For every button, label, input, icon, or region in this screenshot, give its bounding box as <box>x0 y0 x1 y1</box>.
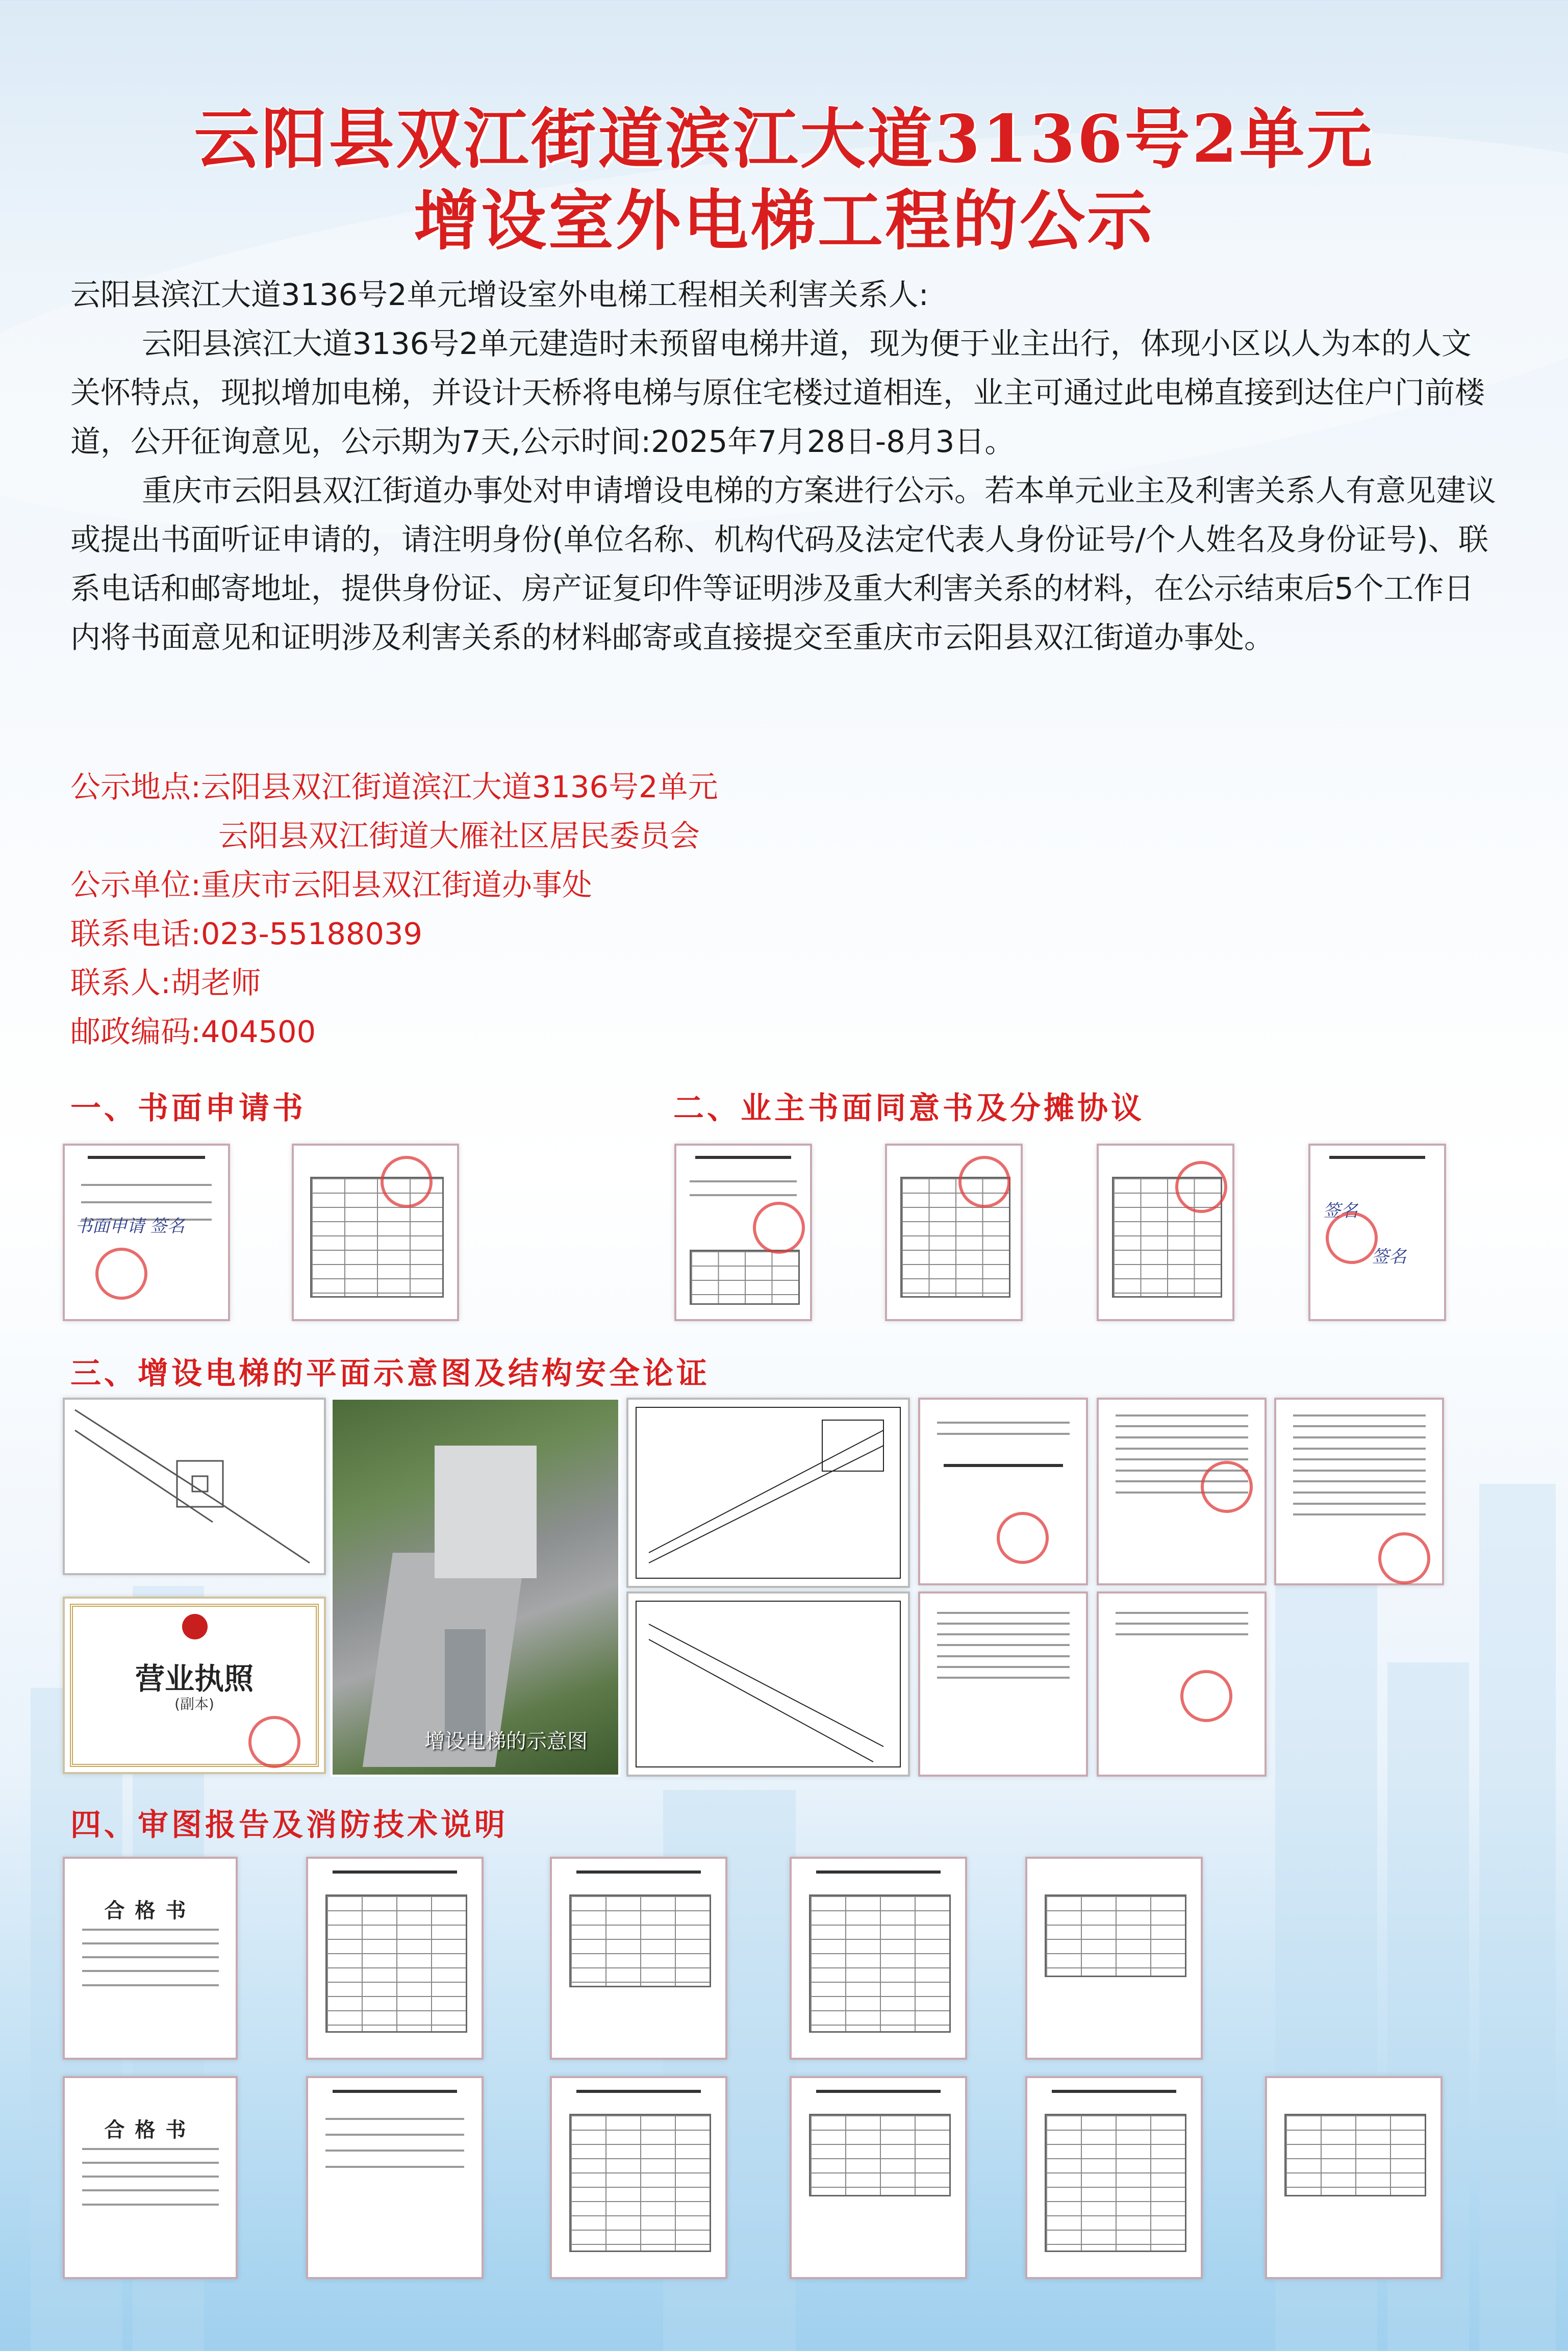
emblem-icon <box>182 1614 208 1639</box>
photo-illustration <box>333 1400 618 1775</box>
review-report-4 <box>1025 1857 1203 2060</box>
section-2-title: 二、业主书面同意书及分摊协议 <box>673 1091 1145 1126</box>
review-report-1 <box>306 1857 484 2060</box>
review-report-2 <box>550 1857 727 2060</box>
license-title: 营业执照 <box>135 1661 254 1696</box>
fire-tech-description-3 <box>790 2076 967 2279</box>
review-report-3 <box>790 1857 967 2060</box>
safety-report-page-3 <box>918 1591 1088 1777</box>
location-2: 云阳县双江街道大雁社区居民委员会 <box>218 818 700 853</box>
safety-report-page-2 <box>1274 1398 1444 1585</box>
certificate-title-2: 合格书 <box>104 2118 196 2142</box>
consent-document-2 <box>885 1144 1023 1321</box>
safety-report-page-1 <box>1097 1398 1267 1585</box>
certificate-title-1: 合格书 <box>104 1899 196 1923</box>
safety-report-page-4 <box>1097 1591 1267 1777</box>
photo-caption: 增设电梯的示意图 <box>424 1730 588 1753</box>
safety-report-cover <box>918 1398 1088 1585</box>
application-document-2 <box>292 1144 459 1321</box>
location-line-1 <box>70 763 718 812</box>
contact-info <box>70 763 718 1056</box>
business-license <box>63 1597 326 1774</box>
postal-code: 邮政编码:404500 <box>70 1014 316 1049</box>
fire-tech-description-4 <box>1025 2076 1203 2279</box>
license-subtitle: (副本) <box>174 1696 214 1712</box>
application-document-1: 书面申请 签名 <box>63 1144 230 1321</box>
consent-document-4: 签名 签名 <box>1308 1144 1446 1321</box>
site-plan-svg <box>65 1400 324 1573</box>
page-title-line1: 云阳县双江街道滨江大道3136号2单元 <box>194 101 1374 178</box>
consent-document-3 <box>1097 1144 1234 1321</box>
contact-phone: 联系电话:023-55188039 <box>70 916 423 951</box>
paragraph-procedure: 重庆市云阳县双江街道办事处对申请增设电梯的方案进行公示。若本单元业主及利害关系人有意见建议或提出书面听证申请的，请注明身份(单位名称、机构代码及法定代表人身份证号/个人姓名及身份证号)、联系电话和邮寄地址，提供身份证、房产证复印件等证明涉及重大利害关系的材料，在公示结束后5个工作日内将书面意见和证明涉及利害关系的材料邮寄或直接提交至重庆市云阳县双江街道办事处。 <box>70 473 1497 655</box>
fire-tech-description-5 <box>1265 2076 1443 2279</box>
section-4-title: 四、审图报告及消防技术说明 <box>70 1807 508 1843</box>
contact-person: 联系人:胡老师 <box>70 965 261 1000</box>
section-3-title: 三、增设电梯的平面示意图及结构安全论证 <box>70 1356 710 1392</box>
paragraph-intro: 云阳县滨江大道3136号2单元建造时未预留电梯井道，现为便于业主出行，体现小区以人为本的人文关怀特点，现拟增加电梯，并设计天桥将电梯与原住宅楼过道相连，业主可通过此电梯直接到达住户门前楼道，公开征询意见，公示期为7天,公示时间:2025年7月28日-8月3日。 <box>70 326 1485 459</box>
section-1-title: 一、书面申请书 <box>70 1091 306 1126</box>
structural-drawing-2 <box>626 1591 910 1777</box>
drawing-1-svg <box>628 1400 908 1586</box>
addressee: 云阳县滨江大道3136号2单元增设室外电梯工程相关利害关系人: <box>70 277 929 312</box>
review-certificate-1 <box>63 1857 238 2060</box>
notice-body <box>70 270 1499 662</box>
fire-tech-description-2 <box>550 2076 727 2279</box>
structural-drawing-1 <box>626 1398 910 1588</box>
page-title-line2: 增设室外电梯工程的公示 <box>413 183 1154 259</box>
elevator-rendering-photo <box>331 1398 620 1777</box>
fire-tech-description-1 <box>306 2076 484 2279</box>
site-plan-drawing <box>63 1398 326 1575</box>
drawing-2-svg <box>628 1594 908 1775</box>
review-certificate-2 <box>63 2076 238 2279</box>
location-1: 云阳县双江街道滨江大道3136号2单元 <box>200 769 718 804</box>
consent-document-1 <box>674 1144 812 1321</box>
location-label: 公示地点: <box>70 769 201 804</box>
publishing-unit: 公示单位:重庆市云阳县双江街道办事处 <box>70 867 592 902</box>
